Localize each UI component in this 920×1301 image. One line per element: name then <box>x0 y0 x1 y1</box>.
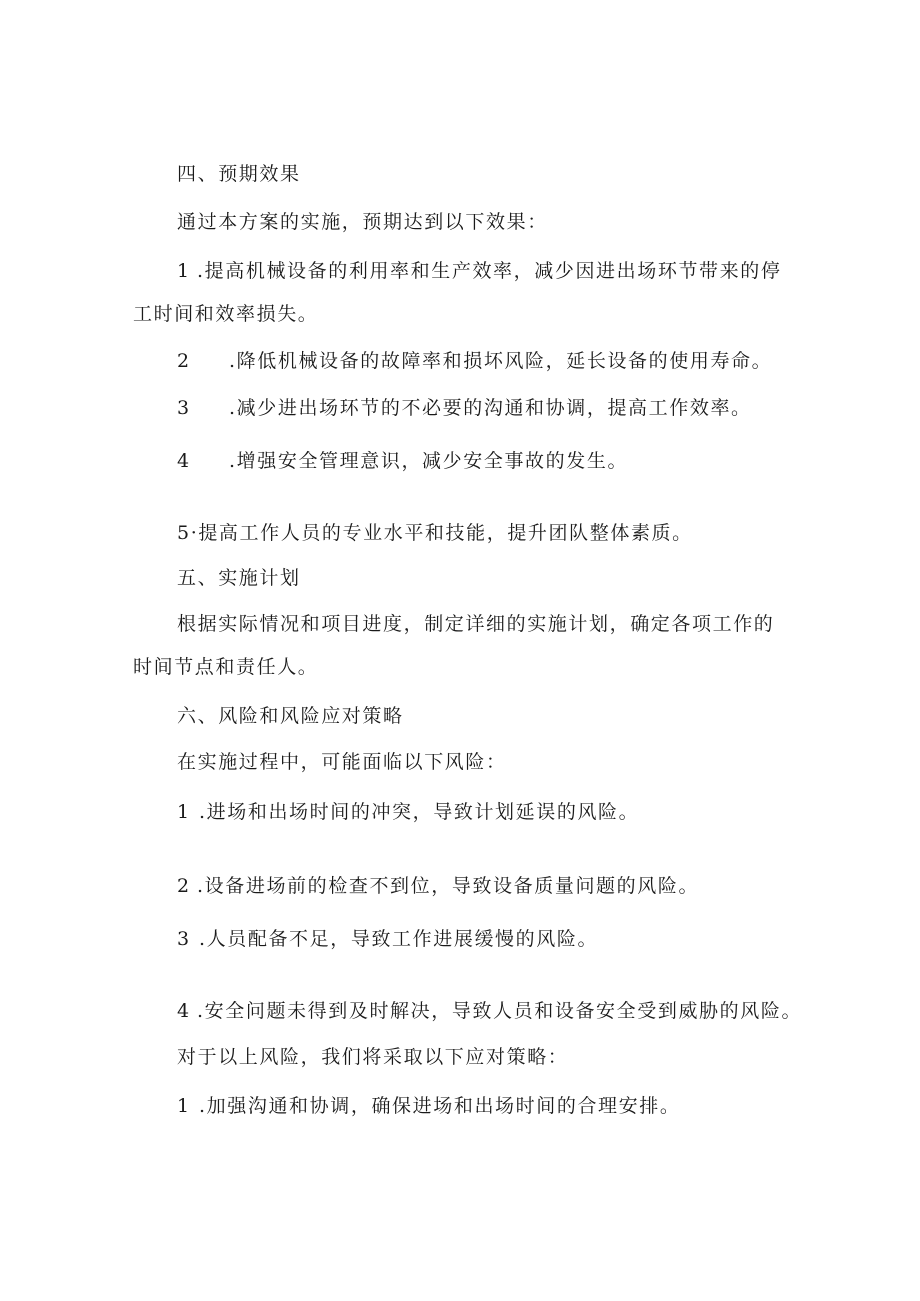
risk-item-number: 1 <box>177 801 191 823</box>
strategy-item-number: 1 <box>177 1095 191 1117</box>
list-item-number: 3 <box>177 397 191 419</box>
risk-item <box>177 927 598 951</box>
section-heading-risks: 六、风险和风险应对策略 <box>177 705 404 727</box>
section-heading-expected-results: 四、预期效果 <box>177 163 301 185</box>
paragraph-line: 根据实际情况和项目进度，制定详细的实施计划，确定各项工作的 <box>177 613 775 635</box>
section-intro: 在实施过程中，可能面临以下风险： <box>177 751 507 773</box>
list-item-continuation: 工时间和效率损失。 <box>133 303 319 325</box>
risk-item-number: 2 <box>177 875 191 897</box>
list-item-number: 1 <box>177 260 191 282</box>
list-item-number: 2 <box>177 350 191 372</box>
risk-item-text: .人员配备不足，导致工作进展缓慢的风险。 <box>199 928 599 950</box>
list-item <box>177 449 628 473</box>
risk-item-number: 4 <box>177 1000 191 1022</box>
list-item-text: .提高机械设备的利用率和生产效率，减少因进出场环节带来的停 <box>197 260 782 282</box>
strategy-intro: 对于以上风险，我们将采取以下应对策略： <box>177 1046 569 1068</box>
paragraph-line: 时间节点和责任人。 <box>133 656 319 678</box>
list-item: 5·提高工作人员的专业水平和技能，提升团队整体素质。 <box>177 522 693 544</box>
list-item-text: .减少进出场环节的不必要的沟通和协调，提高工作效率。 <box>229 397 752 419</box>
list-item-number: 4 <box>177 450 191 472</box>
risk-item <box>177 800 639 824</box>
section-intro: 通过本方案的实施，预期达到以下效果： <box>177 211 548 233</box>
risk-item-text: .进场和出场时间的冲突，导致计划延误的风险。 <box>199 801 640 823</box>
list-item <box>177 349 772 373</box>
list-item-text: .增强安全管理意识，减少安全事故的发生。 <box>229 450 629 472</box>
list-item-text: .降低机械设备的故障率和损坏风险，延长设备的使用寿命。 <box>229 350 773 372</box>
section-heading-implementation-plan: 五、实施计划 <box>177 567 301 589</box>
risk-item-text: .设备进场前的检查不到位，导致设备质量问题的风险。 <box>197 875 700 897</box>
strategy-item <box>177 1094 680 1118</box>
strategy-item-text: .加强沟通和协调，确保进场和出场时间的合理安排。 <box>199 1095 681 1117</box>
risk-item-text: .安全问题未得到及时解决，导致人员和设备安全受到威胁的风险。 <box>197 1000 803 1022</box>
list-item <box>177 396 752 420</box>
risk-item-number: 3 <box>177 928 191 950</box>
risk-item <box>177 999 802 1023</box>
list-item <box>177 259 781 283</box>
risk-item <box>177 874 699 898</box>
